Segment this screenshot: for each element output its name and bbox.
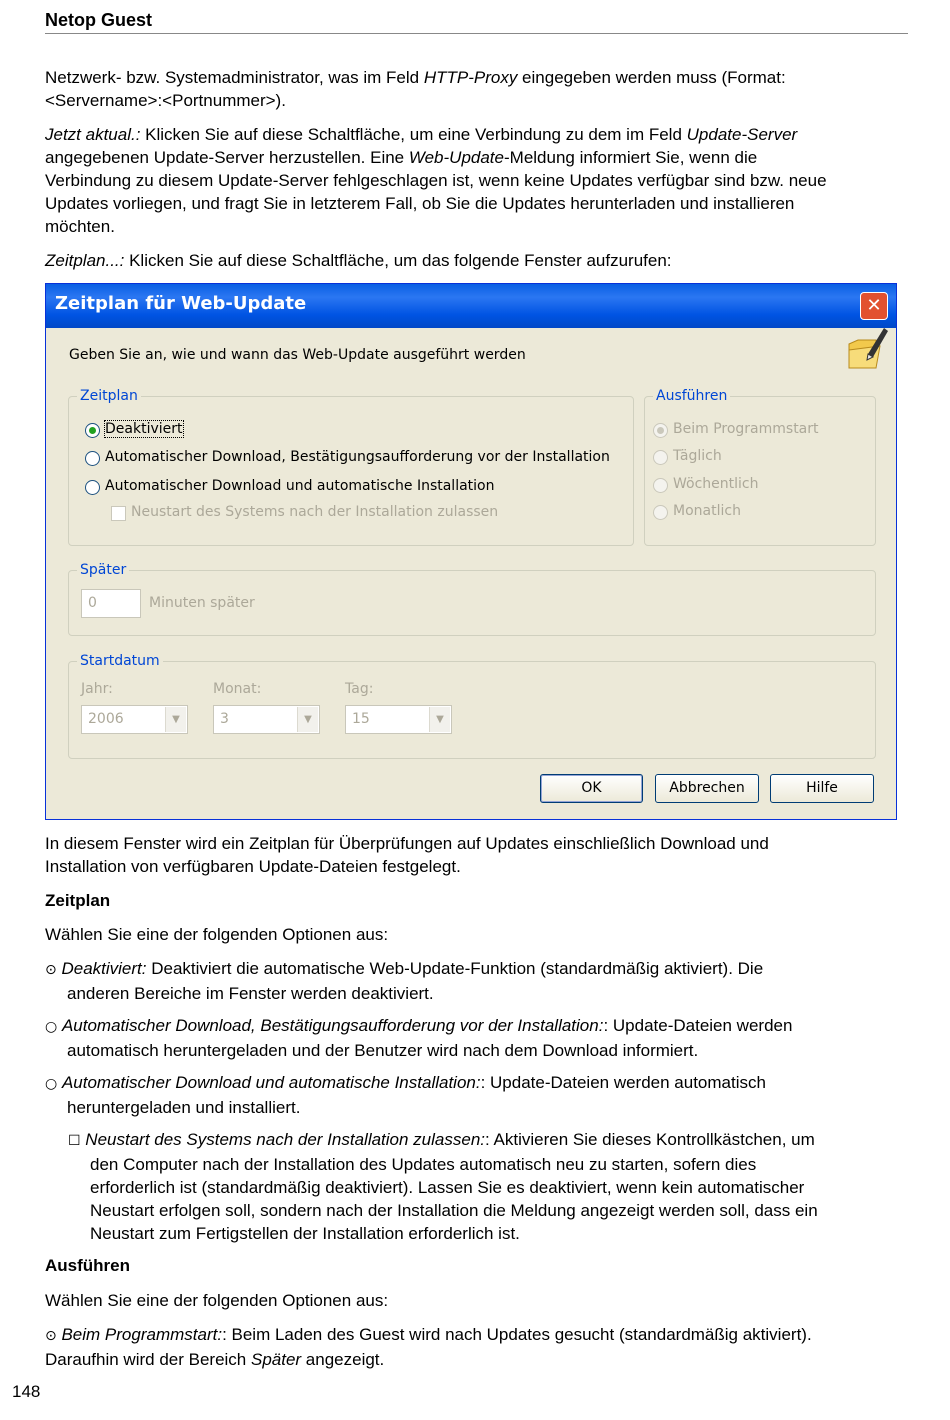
paragraph-proxy: Netzwerk- bzw. Systemadministrator, was im Feld HTTP-Proxy eingegeben werden muss (Format: <Servername>:<Portnummer>). bbox=[45, 68, 786, 110]
dialog-title: Zeitplan für Web-Update bbox=[55, 293, 307, 314]
label-restart[interactable]: Neustart des Systems nach der Installation zulassen bbox=[131, 504, 499, 520]
startdatum-group-label: Startdatum bbox=[77, 653, 163, 669]
radio-taeglich[interactable] bbox=[653, 450, 668, 465]
help-button[interactable]: Hilfe bbox=[770, 774, 874, 803]
label-deaktiviert[interactable]: Deaktiviert bbox=[105, 421, 183, 437]
radio-programmstart[interactable] bbox=[653, 423, 668, 438]
jahr-value: 2006 bbox=[88, 711, 124, 727]
item-download-confirm: ○ Automatischer Download, Bestätigungsaufforderung vor der Installation:: Update-Dateien werden automatisch heruntergeladen und der Benutzer wird nach dem Download informiert. bbox=[45, 1016, 793, 1060]
close-button[interactable]: ✕ bbox=[860, 292, 888, 320]
paragraph-zeitplan-button: Zeitplan...: Klicken Sie auf diese Schaltfläche, um das folgende Fenster aufzurufen: bbox=[45, 251, 672, 270]
paragraph-window-description: In diesem Fenster wird ein Zeitplan für Überprüfungen auf Updates einschließlich Download und Installation von verfügbaren Update-Dateien festgelegt. bbox=[45, 834, 769, 876]
jahr-select[interactable] bbox=[81, 705, 188, 734]
label-download-install[interactable]: Automatischer Download und automatische Installation bbox=[105, 478, 495, 494]
dialog-intro: Geben Sie an, wie und wann das Web-Update ausgeführt werden bbox=[69, 347, 526, 363]
tag-select[interactable] bbox=[345, 705, 452, 734]
page-number: 148 bbox=[12, 1382, 41, 1401]
chevron-down-icon[interactable]: ▼ bbox=[165, 707, 186, 732]
choose-options-2: Wählen Sie eine der folgenden Optionen aus: bbox=[45, 1291, 389, 1310]
label-monatlich[interactable]: Monatlich bbox=[673, 503, 741, 519]
web-update-schedule-dialog bbox=[45, 283, 897, 820]
label-woechentlich[interactable]: Wöchentlich bbox=[673, 476, 759, 492]
spaeter-group bbox=[68, 562, 876, 636]
item-programmstart: ⊙ Beim Programmstart:: Beim Laden des Guest wird nach Updates gesucht (standardmäßig aktiviert). Daraufhin wird der Bereich Später angezeigt. bbox=[45, 1325, 812, 1369]
ok-button[interactable]: OK bbox=[540, 774, 643, 803]
radio-woechentlich[interactable] bbox=[653, 478, 668, 493]
radio-download-install[interactable] bbox=[85, 480, 100, 495]
spaeter-group-label: Später bbox=[77, 562, 129, 578]
heading-ausfuehren: Ausführen bbox=[45, 1256, 130, 1275]
startdatum-group bbox=[68, 653, 876, 759]
tag-value: 15 bbox=[352, 711, 370, 727]
monat-label: Monat: bbox=[213, 681, 262, 697]
radio-selected-icon: ⊙ bbox=[45, 1328, 57, 1344]
chevron-down-icon[interactable]: ▼ bbox=[429, 707, 450, 732]
item-download-install: ○ Automatischer Download und automatische Installation:: Update-Dateien werden automatisch heruntergeladen und installiert. bbox=[45, 1073, 766, 1117]
minutes-unit-label: Minuten später bbox=[149, 595, 255, 611]
monat-select[interactable] bbox=[213, 705, 320, 734]
cancel-button[interactable]: Abbrechen bbox=[655, 774, 759, 803]
item-deaktiviert: ⊙ Deaktiviert: Deaktiviert die automatische Web-Update-Funktion (standardmäßig aktiviert). Die anderen Bereiche im Fenster werden deaktiviert. bbox=[45, 959, 764, 1003]
radio-selected-icon: ⊙ bbox=[45, 962, 57, 978]
tag-label: Tag: bbox=[345, 681, 374, 697]
checkbox-icon: ☐ bbox=[68, 1133, 81, 1149]
zeitplan-group-label: Zeitplan bbox=[77, 388, 141, 404]
label-taeglich[interactable]: Täglich bbox=[673, 448, 722, 464]
radio-empty-icon: ○ bbox=[45, 1019, 58, 1035]
choose-options-1: Wählen Sie eine der folgenden Optionen aus: bbox=[45, 925, 389, 944]
radio-monatlich[interactable] bbox=[653, 505, 668, 520]
checkbox-restart[interactable] bbox=[111, 506, 126, 521]
heading-zeitplan: Zeitplan bbox=[45, 891, 111, 910]
ausfuehren-group bbox=[644, 388, 876, 546]
zeitplan-group bbox=[68, 388, 634, 546]
ausfuehren-group-label: Ausführen bbox=[653, 388, 730, 404]
item-restart: ☐ Neustart des Systems nach der Installation zulassen:: Aktivieren Sie dieses Kontrollkästchen, um den Computer nach der Installation des Updates automatisch neu zu starten, sofern dies erforderlich ist (standardmäßig deaktiviert). Lassen Sie es deaktiviert, wenn kein automatischer Neustart erfolgen soll, sondern nach der Installation die Meldung angezeigt werden soll, dass ein Neustart zum Fertigstellen der Installation erforderlich ist. bbox=[68, 1130, 818, 1243]
radio-download-confirm[interactable] bbox=[85, 451, 100, 466]
label-download-confirm[interactable]: Automatischer Download, Bestätigungsaufforderung vor der Installation bbox=[105, 449, 610, 465]
radio-empty-icon: ○ bbox=[45, 1076, 58, 1092]
paragraph-jetzt-aktual: Jetzt aktual.: Klicken Sie auf diese Schaltfläche, um eine Verbindung zu dem im Feld Update-Server angegebenen Update-Server herzustellen. Eine Web-Update-Meldung informiert Sie, wenn die Verbindung zu diesem Update-Server fehlgeschlagen ist, wenn keine Updates verfügbar sind bzw. neue Updates vorliegen, und fragt Sie in letzterem Fall, ob Sie die Updates herunterladen und installieren möchten. bbox=[45, 125, 827, 236]
header-rule bbox=[45, 33, 908, 34]
radio-deaktiviert[interactable] bbox=[85, 423, 100, 438]
folder-pen-icon bbox=[846, 324, 890, 370]
running-header: Netop Guest bbox=[45, 10, 153, 30]
jahr-label: Jahr: bbox=[81, 681, 113, 697]
dialog-titlebar bbox=[46, 284, 896, 328]
chevron-down-icon[interactable]: ▼ bbox=[297, 707, 318, 732]
label-programmstart[interactable]: Beim Programmstart bbox=[673, 421, 819, 437]
monat-value: 3 bbox=[220, 711, 229, 727]
minutes-input[interactable]: 0 bbox=[81, 589, 141, 618]
